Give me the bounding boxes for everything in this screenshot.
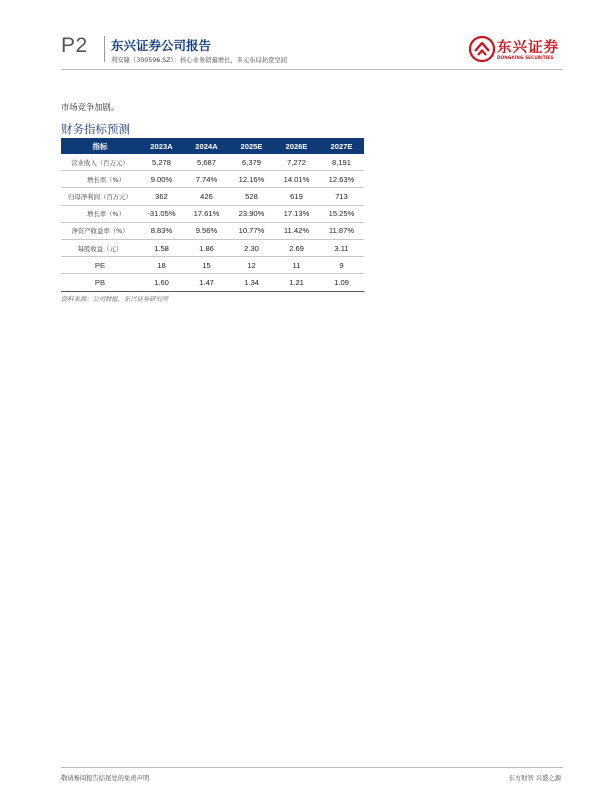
table-cell: 9 (319, 257, 364, 274)
table-cell: 1.86 (184, 239, 229, 256)
table-cell: 426 (184, 188, 229, 205)
table-cell: 9.56% (184, 222, 229, 239)
table-row (61, 154, 364, 171)
table-cell: 10.77% (229, 222, 274, 239)
table-row (61, 274, 364, 291)
column-header: 2024A (184, 138, 229, 154)
table-cell: 1.58 (139, 239, 184, 256)
logo-english-text: DONGXING SECURITIES (497, 55, 554, 60)
header-divider (104, 36, 105, 62)
row-label: 归母净利润（百万元） (61, 188, 139, 205)
table-cell: 1.09 (319, 274, 364, 291)
table-cell: 18 (139, 257, 184, 274)
table-row (61, 239, 364, 256)
column-header: 2027E (319, 138, 364, 154)
table-cell: 11 (274, 257, 319, 274)
header-rule (61, 69, 563, 70)
footer-rule (61, 767, 563, 768)
table-cell: 12 (229, 257, 274, 274)
table-cell: 1.21 (274, 274, 319, 291)
table-cell: 2.30 (229, 239, 274, 256)
table-cell: 528 (229, 188, 274, 205)
financial-forecast-table (61, 138, 364, 292)
report-subtitle: 利安隆（300596.SZ）：核心业务销量增长，多元布局拓宽空间 (111, 57, 288, 64)
table-cell: 6,379 (229, 154, 274, 171)
column-header: 2025E (229, 138, 274, 154)
table-header-row (61, 138, 364, 154)
row-label: 营业收入（百万元） (61, 154, 139, 171)
table-row (61, 222, 364, 239)
table-cell: 12.16% (229, 171, 274, 188)
table-cell: 11.87% (319, 222, 364, 239)
table-cell: 11.42% (274, 222, 319, 239)
table-cell: 14.01% (274, 171, 319, 188)
page-number: P2 (61, 34, 88, 57)
table-cell: 1.60 (139, 274, 184, 291)
table-cell: 12.63% (319, 171, 364, 188)
column-header: 2023A (139, 138, 184, 154)
table-cell: 7.74% (184, 171, 229, 188)
table-cell: -31.05% (139, 205, 184, 222)
footer-disclaimer: 敬请参阅报告结尾处的免责声明 (61, 775, 150, 782)
table-cell: 5,278 (139, 154, 184, 171)
table-cell: 713 (319, 188, 364, 205)
report-header-title: 东兴证券公司报告 (111, 38, 212, 53)
row-label: 增长率（%） (61, 205, 139, 222)
column-header: 2026E (274, 138, 319, 154)
table-cell: 9.00% (139, 171, 184, 188)
column-header: 指标 (61, 138, 139, 154)
row-label: PE (61, 257, 139, 274)
table-cell: 17.61% (184, 205, 229, 222)
table-cell: 3.11 (319, 239, 364, 256)
table-cell: 5,687 (184, 154, 229, 171)
row-label: 每股收益（元） (61, 239, 139, 256)
row-label: 增长率（%） (61, 171, 139, 188)
table-cell: 1.34 (229, 274, 274, 291)
table-cell: 1.47 (184, 274, 229, 291)
table-cell: 8,191 (319, 154, 364, 171)
table-row (61, 205, 364, 222)
row-label: PB (61, 274, 139, 291)
table-cell: 619 (274, 188, 319, 205)
table-row (61, 257, 364, 274)
table-cell: 362 (139, 188, 184, 205)
logo-mark-icon (469, 36, 495, 62)
source-note: 资料来源：公司财报，东兴证券研究所 (61, 296, 169, 303)
table-cell: 15 (184, 257, 229, 274)
table-cell: 15.25% (319, 205, 364, 222)
table-cell: 2.69 (274, 239, 319, 256)
table-cell: 17.13% (274, 205, 319, 222)
table-cell: 7,272 (274, 154, 319, 171)
table-row (61, 171, 364, 188)
intro-paragraph: 市场竞争加剧。 (61, 102, 120, 112)
company-logo (469, 34, 561, 64)
table-cell: 23.90% (229, 205, 274, 222)
logo-text: 东兴证券 (497, 40, 559, 56)
footer-slogan: 东方财智 兴盛之源 (508, 775, 561, 782)
table-cell: 8.83% (139, 222, 184, 239)
table-row (61, 188, 364, 205)
row-label: 净资产收益率（%） (61, 222, 139, 239)
section-title: 财务指标预测 (61, 122, 130, 136)
